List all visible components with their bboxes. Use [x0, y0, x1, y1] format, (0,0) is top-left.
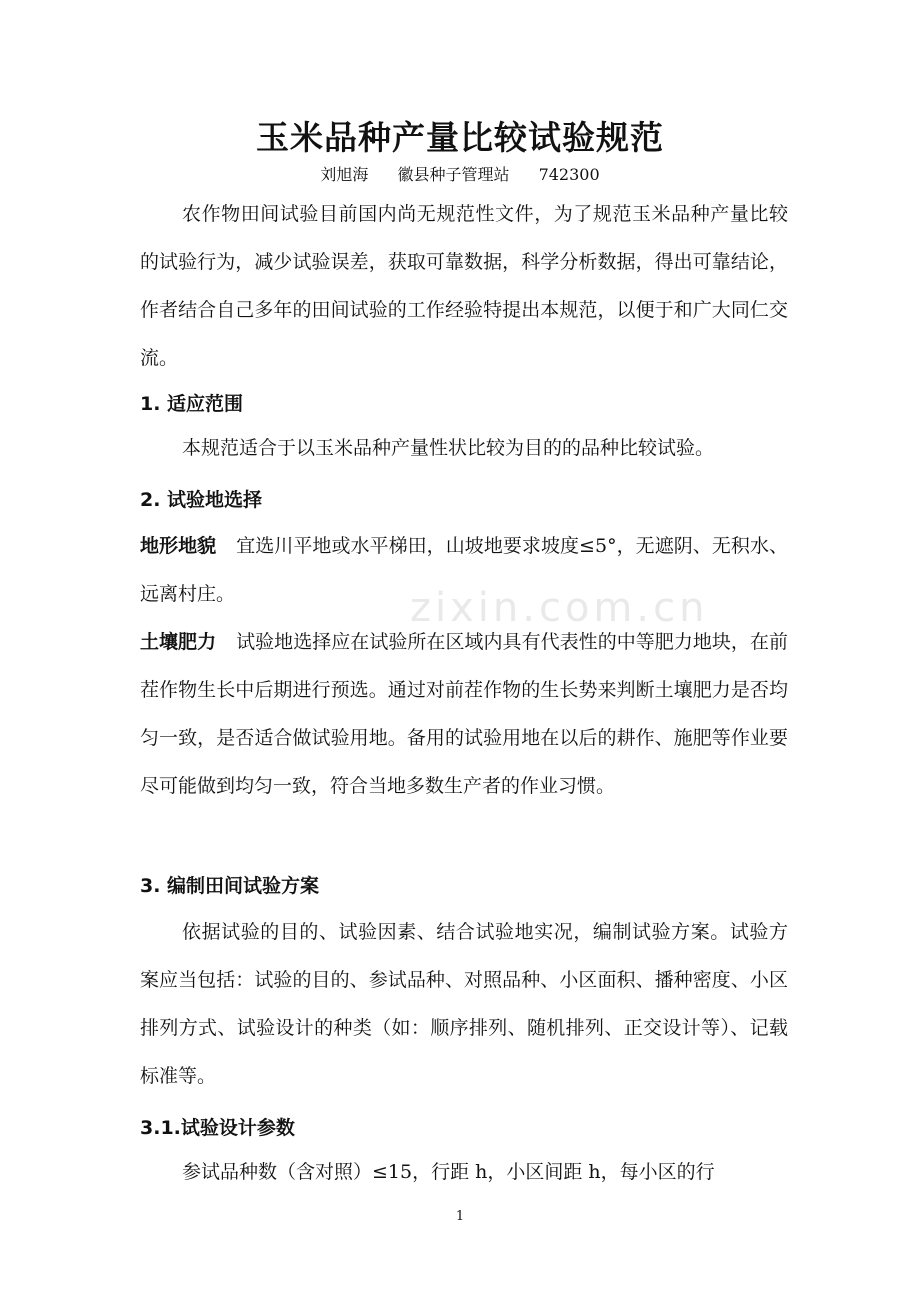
author-organization: 徽县种子管理站 [397, 165, 510, 184]
page-number: 1 [455, 1209, 465, 1224]
soil-label: 土壤肥力 [140, 631, 217, 653]
byline [0, 162, 920, 185]
soil-paragraph [140, 618, 788, 810]
postal-code: 742300 [538, 165, 600, 184]
terrain-label: 地形地貌 [140, 535, 217, 557]
watermark: zixin.com.cn [410, 585, 709, 631]
section-3-1-heading: 3.1.试验设计参数 [140, 1117, 295, 1139]
author-name: 刘旭海 [320, 165, 369, 184]
intro-paragraph: 农作物田间试验目前国内尚无规范性文件，为了规范玉米品种产量比较的试验行为，减少试验误差，获取可靠数据，科学分析数据，得出可靠结论，作者结合自己多年的田间试验的工作经验特提出本规范，以便于和广大同仁交流。 [140, 203, 788, 369]
section-1-body: 本规范适合于以玉米品种产量性状比较为目的的品种比较试验。 [182, 437, 715, 459]
document-title: 玉米品种产量比较试验规范 [256, 118, 664, 157]
section-3-1-body: 参试品种数（含对照）≤15，行距 h，小区间距 h，每小区的行 [182, 1161, 715, 1183]
terrain-text: 宜选川平地或水平梯田，山坡地要求坡度≤5°，无遮阴、无积水、远离村庄。 [140, 535, 788, 605]
section-1-heading: 1. 适应范围 [140, 393, 244, 415]
section-2-heading: 2. 试验地选择 [140, 489, 263, 511]
soil-text: 试验地选择应在试验所在区域内具有代表性的中等肥力地块，在前茬作物生长中后期进行预选。通过对前茬作物的生长势来判断土壤肥力是否均匀一致，是否适合做试验用地。备用的试验用地在以后的耕作、施肥等作业要尽可能做到均匀一致，符合当地多数生产者的作业习惯。 [140, 631, 788, 797]
section-3-heading: 3. 编制田间试验方案 [140, 875, 320, 897]
section-3-body: 依据试验的目的、试验因素、结合试验地实况，编制试验方案。试验方案应当包括：试验的目的、参试品种、对照品种、小区面积、播种密度、小区排列方式、试验设计的种类（如：顺序排列、随机排列、正交设计等）、记载标准等。 [140, 921, 788, 1087]
